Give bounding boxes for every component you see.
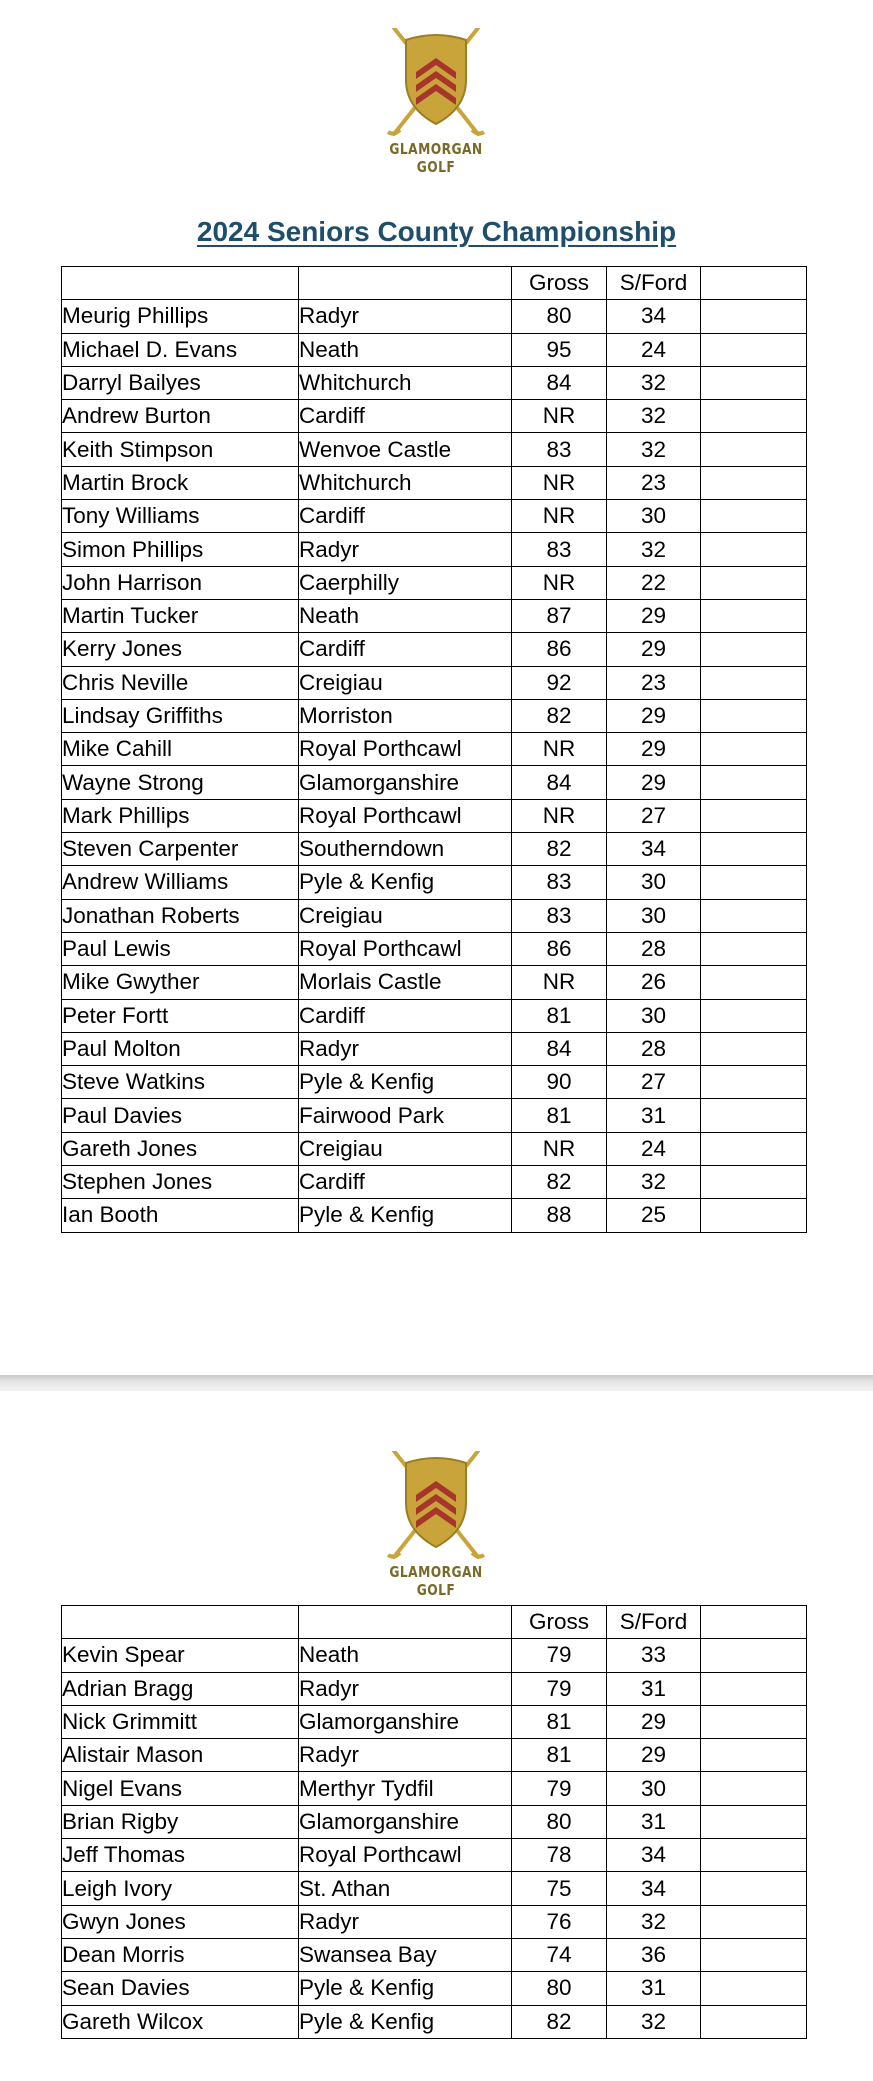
table-row [62, 699, 807, 732]
blank-cell [701, 799, 807, 832]
club-cell: Pyle & Kenfig [299, 2005, 512, 2038]
player-name-cell: Paul Molton [62, 1032, 299, 1065]
club-cell: Cardiff [299, 633, 512, 666]
stableford-score-cell: 32 [607, 2005, 701, 2038]
gross-score-cell: 75 [512, 1872, 607, 1905]
blank-cell [701, 500, 807, 533]
gross-score-cell: 88 [512, 1199, 607, 1232]
stableford-score-cell: 27 [607, 1066, 701, 1099]
gross-score-cell: NR [512, 733, 607, 766]
blank-cell [701, 566, 807, 599]
player-name-cell: Steven Carpenter [62, 833, 299, 866]
blank-cell [701, 1872, 807, 1905]
table-row [62, 633, 807, 666]
blank-cell [701, 2005, 807, 2038]
blank-cell [701, 1132, 807, 1165]
stableford-score-cell: 29 [607, 766, 701, 799]
shield-crest-icon [386, 28, 486, 138]
table-row [62, 599, 807, 632]
table-row [62, 2005, 807, 2038]
stableford-score-cell: 23 [607, 666, 701, 699]
stableford-score-cell: 30 [607, 866, 701, 899]
table-row [62, 966, 807, 999]
gross-score-cell: 80 [512, 1805, 607, 1838]
table-row [62, 533, 807, 566]
player-name-cell: Dean Morris [62, 1938, 299, 1971]
table-row [62, 866, 807, 899]
table-row [62, 833, 807, 866]
player-name-cell: Paul Davies [62, 1099, 299, 1132]
stableford-score-cell: 29 [607, 599, 701, 632]
stableford-score-cell: 32 [607, 1905, 701, 1938]
club-cell: Royal Porthcawl [299, 733, 512, 766]
blank-cell [701, 1639, 807, 1672]
player-name-cell: Gareth Jones [62, 1132, 299, 1165]
blank-cell [701, 599, 807, 632]
table-row [62, 333, 807, 366]
stableford-score-cell: 31 [607, 1805, 701, 1838]
club-cell: Radyr [299, 1032, 512, 1065]
blank-cell [701, 1839, 807, 1872]
header-club [299, 267, 512, 300]
blank-cell [701, 300, 807, 333]
stableford-score-cell: 28 [607, 1032, 701, 1065]
player-name-cell: Tony Williams [62, 500, 299, 533]
club-cell: Radyr [299, 533, 512, 566]
player-name-cell: Keith Stimpson [62, 433, 299, 466]
stableford-score-cell: 30 [607, 999, 701, 1032]
stableford-score-cell: 29 [607, 733, 701, 766]
table-row [62, 1132, 807, 1165]
gross-score-cell: 83 [512, 899, 607, 932]
table-row [62, 799, 807, 832]
blank-cell [701, 966, 807, 999]
player-name-cell: Adrian Bragg [62, 1672, 299, 1705]
table-row [62, 733, 807, 766]
club-cell: Morriston [299, 699, 512, 732]
table-row [62, 1639, 807, 1672]
stableford-score-cell: 29 [607, 633, 701, 666]
club-cell: Caerphilly [299, 566, 512, 599]
player-name-cell: Steve Watkins [62, 1066, 299, 1099]
document-page-2 [0, 1391, 873, 2081]
stableford-score-cell: 33 [607, 1639, 701, 1672]
club-cell: Pyle & Kenfig [299, 1199, 512, 1232]
table-row [62, 932, 807, 965]
stableford-score-cell: 34 [607, 833, 701, 866]
club-cell: Royal Porthcawl [299, 1839, 512, 1872]
club-cell: Southerndown [299, 833, 512, 866]
table-row [62, 366, 807, 399]
blank-cell [701, 699, 807, 732]
gross-score-cell: 81 [512, 999, 607, 1032]
blank-cell [701, 833, 807, 866]
table-row [62, 1905, 807, 1938]
gross-score-cell: 74 [512, 1938, 607, 1971]
gross-score-cell: 83 [512, 533, 607, 566]
gross-score-cell: 81 [512, 1739, 607, 1772]
stableford-score-cell: 29 [607, 699, 701, 732]
gross-score-cell: 83 [512, 433, 607, 466]
club-cell: Royal Porthcawl [299, 932, 512, 965]
stableford-score-cell: 26 [607, 966, 701, 999]
stableford-score-cell: 24 [607, 333, 701, 366]
table-row [62, 1199, 807, 1232]
player-name-cell: Mark Phillips [62, 799, 299, 832]
gross-score-cell: 76 [512, 1905, 607, 1938]
stableford-score-cell: 31 [607, 1972, 701, 2005]
player-name-cell: Simon Phillips [62, 533, 299, 566]
table-row [62, 433, 807, 466]
blank-cell [701, 1672, 807, 1705]
stableford-score-cell: 28 [607, 932, 701, 965]
player-name-cell: Ian Booth [62, 1199, 299, 1232]
club-cell: Wenvoe Castle [299, 433, 512, 466]
club-cell: Creigiau [299, 1132, 512, 1165]
header-blank [701, 267, 807, 300]
player-name-cell: Mike Cahill [62, 733, 299, 766]
blank-cell [701, 999, 807, 1032]
table-row [62, 500, 807, 533]
gross-score-cell: 81 [512, 1099, 607, 1132]
table-row [62, 1772, 807, 1805]
table-row [62, 1739, 807, 1772]
table-row [62, 566, 807, 599]
player-name-cell: John Harrison [62, 566, 299, 599]
stableford-score-cell: 32 [607, 366, 701, 399]
blank-cell [701, 866, 807, 899]
table-row [62, 1872, 807, 1905]
player-name-cell: Andrew Williams [62, 866, 299, 899]
player-name-cell: Mike Gwyther [62, 966, 299, 999]
club-cell: Radyr [299, 1672, 512, 1705]
header-gross: Gross [512, 267, 607, 300]
club-cell: Neath [299, 1639, 512, 1672]
club-cell: Cardiff [299, 500, 512, 533]
results-body [62, 300, 807, 1232]
stableford-score-cell: 27 [607, 799, 701, 832]
player-name-cell: Chris Neville [62, 666, 299, 699]
results-table-continued [61, 1605, 807, 2039]
club-logo [360, 1451, 512, 1599]
club-cell: Creigiau [299, 899, 512, 932]
gross-score-cell: 79 [512, 1672, 607, 1705]
club-cell: Radyr [299, 300, 512, 333]
player-name-cell: Peter Fortt [62, 999, 299, 1032]
player-name-cell: Wayne Strong [62, 766, 299, 799]
gross-score-cell: 86 [512, 932, 607, 965]
stableford-score-cell: 24 [607, 1132, 701, 1165]
blank-cell [701, 533, 807, 566]
stableford-score-cell: 34 [607, 1839, 701, 1872]
club-cell: Glamorganshire [299, 1805, 512, 1838]
shield-crest-icon [386, 1451, 486, 1561]
results-table [61, 266, 807, 1233]
gross-score-cell: 82 [512, 833, 607, 866]
gross-score-cell: NR [512, 966, 607, 999]
table-row [62, 1972, 807, 2005]
club-cell: Neath [299, 333, 512, 366]
club-cell: Morlais Castle [299, 966, 512, 999]
stableford-score-cell: 25 [607, 1199, 701, 1232]
header-name [62, 267, 299, 300]
player-name-cell: Jonathan Roberts [62, 899, 299, 932]
gross-score-cell: 92 [512, 666, 607, 699]
club-cell: Fairwood Park [299, 1099, 512, 1132]
blank-cell [701, 1199, 807, 1232]
gross-score-cell: 95 [512, 333, 607, 366]
table-row [62, 766, 807, 799]
blank-cell [701, 333, 807, 366]
logo-text: GLAMORGAN GOLF [389, 140, 483, 176]
blank-cell [701, 1099, 807, 1132]
gross-score-cell: 81 [512, 1705, 607, 1738]
page-title: 2024 Seniors County Championship [196, 216, 677, 247]
header-gross: Gross [512, 1606, 607, 1639]
gross-score-cell: 86 [512, 633, 607, 666]
gross-score-cell: 80 [512, 1972, 607, 2005]
blank-cell [701, 633, 807, 666]
club-cell: Pyle & Kenfig [299, 1066, 512, 1099]
gross-score-cell: 83 [512, 866, 607, 899]
player-name-cell: Leigh Ivory [62, 1872, 299, 1905]
header-row [62, 267, 807, 300]
player-name-cell: Brian Rigby [62, 1805, 299, 1838]
blank-cell [701, 400, 807, 433]
blank-cell [701, 899, 807, 932]
table-row [62, 1805, 807, 1838]
player-name-cell: Michael D. Evans [62, 333, 299, 366]
stableford-score-cell: 23 [607, 466, 701, 499]
player-name-cell: Martin Brock [62, 466, 299, 499]
player-name-cell: Jeff Thomas [62, 1839, 299, 1872]
logo-text: GLAMORGAN GOLF [389, 1563, 483, 1599]
blank-cell [701, 766, 807, 799]
club-cell: Glamorganshire [299, 766, 512, 799]
gross-score-cell: 84 [512, 366, 607, 399]
header-sford: S/Ford [607, 267, 701, 300]
blank-cell [701, 1772, 807, 1805]
club-cell: Radyr [299, 1739, 512, 1772]
header-row [62, 1606, 807, 1639]
club-cell: Merthyr Tydfil [299, 1772, 512, 1805]
blank-cell [701, 1905, 807, 1938]
player-name-cell: Stephen Jones [62, 1166, 299, 1199]
gross-score-cell: 82 [512, 2005, 607, 2038]
stableford-score-cell: 30 [607, 500, 701, 533]
table-row [62, 1938, 807, 1971]
club-cell: Whitchurch [299, 366, 512, 399]
club-cell: Cardiff [299, 400, 512, 433]
blank-cell [701, 1032, 807, 1065]
stableford-score-cell: 32 [607, 533, 701, 566]
gross-score-cell: 80 [512, 300, 607, 333]
stableford-score-cell: 22 [607, 566, 701, 599]
player-name-cell: Paul Lewis [62, 932, 299, 965]
page-separator [0, 1375, 873, 1391]
club-cell: Whitchurch [299, 466, 512, 499]
blank-cell [701, 733, 807, 766]
stableford-score-cell: 32 [607, 1166, 701, 1199]
gross-score-cell: NR [512, 466, 607, 499]
gross-score-cell: 84 [512, 766, 607, 799]
player-name-cell: Darryl Bailyes [62, 366, 299, 399]
table-row [62, 1672, 807, 1705]
club-cell: Glamorganshire [299, 1705, 512, 1738]
table-row [62, 899, 807, 932]
gross-score-cell: 82 [512, 1166, 607, 1199]
table-row [62, 300, 807, 333]
header-blank [701, 1606, 807, 1639]
player-name-cell: Martin Tucker [62, 599, 299, 632]
gross-score-cell: 79 [512, 1772, 607, 1805]
player-name-cell: Gwyn Jones [62, 1905, 299, 1938]
table-row [62, 1166, 807, 1199]
stableford-score-cell: 30 [607, 899, 701, 932]
club-cell: Neath [299, 599, 512, 632]
player-name-cell: Nigel Evans [62, 1772, 299, 1805]
gross-score-cell: NR [512, 1132, 607, 1165]
stableford-score-cell: 31 [607, 1099, 701, 1132]
table-row [62, 1032, 807, 1065]
table-row [62, 1705, 807, 1738]
gross-score-cell: NR [512, 400, 607, 433]
blank-cell [701, 1938, 807, 1971]
gross-score-cell: NR [512, 799, 607, 832]
gross-score-cell: 87 [512, 599, 607, 632]
club-cell: St. Athan [299, 1872, 512, 1905]
gross-score-cell: 78 [512, 1839, 607, 1872]
gross-score-cell: 79 [512, 1639, 607, 1672]
stableford-score-cell: 31 [607, 1672, 701, 1705]
player-name-cell: Andrew Burton [62, 400, 299, 433]
blank-cell [701, 433, 807, 466]
club-cell: Pyle & Kenfig [299, 866, 512, 899]
blank-cell [701, 366, 807, 399]
club-cell: Royal Porthcawl [299, 799, 512, 832]
stableford-score-cell: 29 [607, 1705, 701, 1738]
player-name-cell: Kerry Jones [62, 633, 299, 666]
table-row [62, 400, 807, 433]
stableford-score-cell: 34 [607, 300, 701, 333]
club-cell: Pyle & Kenfig [299, 1972, 512, 2005]
club-cell: Radyr [299, 1905, 512, 1938]
player-name-cell: Nick Grimmitt [62, 1705, 299, 1738]
club-cell: Creigiau [299, 666, 512, 699]
table-row [62, 999, 807, 1032]
table-row [62, 1839, 807, 1872]
club-logo [360, 28, 512, 176]
table-row [62, 1099, 807, 1132]
stableford-score-cell: 34 [607, 1872, 701, 1905]
gross-score-cell: NR [512, 566, 607, 599]
stableford-score-cell: 36 [607, 1938, 701, 1971]
stableford-score-cell: 30 [607, 1772, 701, 1805]
blank-cell [701, 1739, 807, 1772]
stableford-score-cell: 29 [607, 1739, 701, 1772]
table-row [62, 466, 807, 499]
player-name-cell: Sean Davies [62, 1972, 299, 2005]
club-cell: Swansea Bay [299, 1938, 512, 1971]
player-name-cell: Lindsay Griffiths [62, 699, 299, 732]
gross-score-cell: 84 [512, 1032, 607, 1065]
header-club [299, 1606, 512, 1639]
gross-score-cell: NR [512, 500, 607, 533]
blank-cell [701, 932, 807, 965]
player-name-cell: Gareth Wilcox [62, 2005, 299, 2038]
blank-cell [701, 466, 807, 499]
player-name-cell: Meurig Phillips [62, 300, 299, 333]
stableford-score-cell: 32 [607, 400, 701, 433]
header-sford: S/Ford [607, 1606, 701, 1639]
results-body [62, 1639, 807, 2039]
table-row [62, 1066, 807, 1099]
club-cell: Cardiff [299, 999, 512, 1032]
gross-score-cell: 90 [512, 1066, 607, 1099]
gross-score-cell: 82 [512, 699, 607, 732]
player-name-cell: Alistair Mason [62, 1739, 299, 1772]
header-name [62, 1606, 299, 1639]
blank-cell [701, 1166, 807, 1199]
blank-cell [701, 1066, 807, 1099]
player-name-cell: Kevin Spear [62, 1639, 299, 1672]
blank-cell [701, 1972, 807, 2005]
club-cell: Cardiff [299, 1166, 512, 1199]
stableford-score-cell: 32 [607, 433, 701, 466]
table-row [62, 666, 807, 699]
blank-cell [701, 666, 807, 699]
blank-cell [701, 1705, 807, 1738]
blank-cell [701, 1805, 807, 1838]
